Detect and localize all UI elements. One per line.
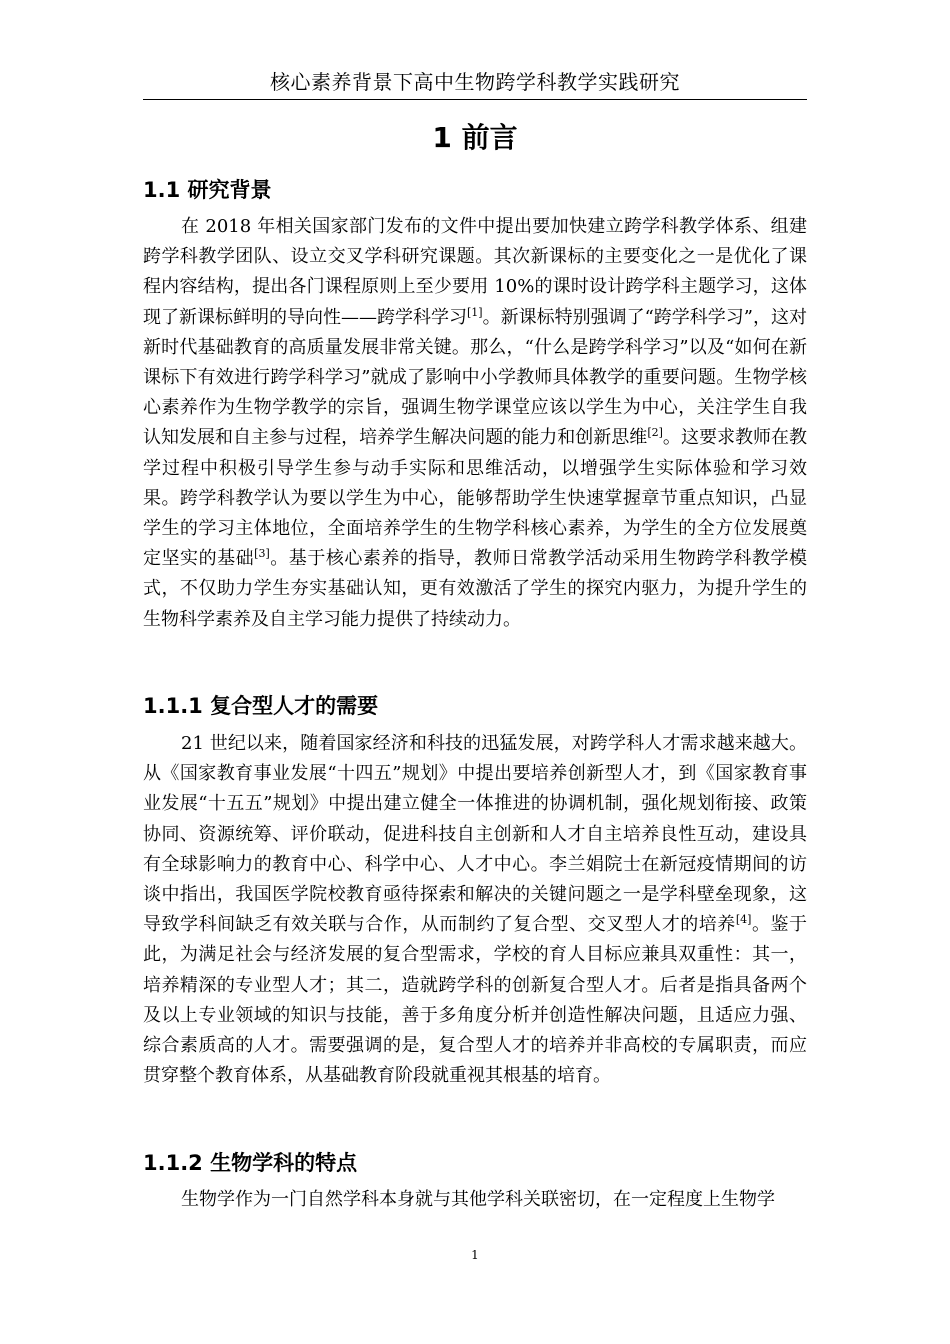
page-number: 1 (471, 1248, 479, 1262)
paragraph-talent-needs: 21 世纪以来，随着国家经济和科技的迅猛发展，对跨学科人才需求越来越大。从《国家教育事业发展“十四五”规划》中提出要培养创新型人才，到《国家教育事业发展“十五五”规划》中提出建立健全一体推进的协调机制，强化规划衔接、政策协同、资源统筹、评价联动，促进科技自主创新和人才自主培养良性互动，建设具有全球影响力的教育中心、科学中心、人才中心。李兰娟院士在新冠疫情期间的访谈中指出，我国医学院校教育亟待探索和解决的关键问题之一是学科壁垒现象，这导致学科间缺乏有效关联与合作，从而制约了复合型、交叉型人才的培养[4]。鉴于此，为满足社会与经济发展的复合型需求，学校的育人目标应兼具双重性：其一，培养精深的专业型人才；其二，造就跨学科的创新复合型人才。后者是指具备两个及以上专业领域的知识与技能，善于多角度分析并创造性解决问题，且适应力强、综合素质高的人才。需要强调的是，复合型人才的培养并非高校的专属职责，而应贯穿整个教育体系，从基础教育阶段就重视其根基的培育。 (143, 733, 807, 1087)
section-heading-1-1-2: 1.1.2 生物学科的特点 (143, 1151, 358, 1175)
paragraph-biology-features: 生物学作为一门自然学科本身就与其他学科关联密切，在一定程度上生物学 (181, 1189, 775, 1210)
running-header: 核心素养背景下高中生物跨学科教学实践研究 (270, 70, 680, 94)
citation-ref-1[interactable]: [1] (467, 305, 483, 319)
paragraph-research-background: 在 2018 年相关国家部门发布的文件中提出要加快建立跨学科教学体系、组建跨学科教学团队、设立交叉学科研究课题。其次新课标的主要变化之一是优化了课程内容结构，提出各门课程原则上至少要用 10%的课时设计跨学科主题学习，这体现了新课标鲜明的导向性——跨学科学习[1]。新课标特别强调了“跨学科学习”，这对新时代基础教育的高质量发展非常关键。那么，“什么是跨学科学习”以及“如何在新课标下有效进行跨学科学习”就成了影响中小学教师具体教学的重要问题。生物学核心素养作为生物学教学的宗旨，强调生物学课堂应该以学生为中心，关注学生自我认知发展和自主参与过程，培养学生解决问题的能力和创新思维[2]。这要求教师在教学过程中积极引导学生参与动手实际和思维活动，以增强学生实际体验和学习效果。跨学科教学认为要以学生为中心，能够帮助学生快速掌握章节重点知识，凸显学生的学习主体地位，全面培养学生的生物学科核心素养，为学生的全方位发展奠定坚实的基础[3]。基于核心素养的指导，教师日常教学活动采用生物跨学科教学模式，不仅助力学生夯实基础认知，更有效激活了学生的探究内驱力，为提升学生的生物科学素养及自主学习能力提供了持续动力。 (143, 216, 808, 630)
citation-ref-2[interactable]: [2] (647, 426, 663, 440)
header-rule (143, 99, 807, 100)
section-heading-1-1: 1.1 研究背景 (143, 178, 272, 202)
citation-ref-4[interactable]: [4] (735, 913, 752, 927)
citation-ref-3[interactable]: [3] (254, 547, 270, 561)
section-heading-1-1-1: 1.1.1 复合型人才的需要 (143, 694, 379, 718)
chapter-title: 1 前言 (432, 121, 518, 154)
